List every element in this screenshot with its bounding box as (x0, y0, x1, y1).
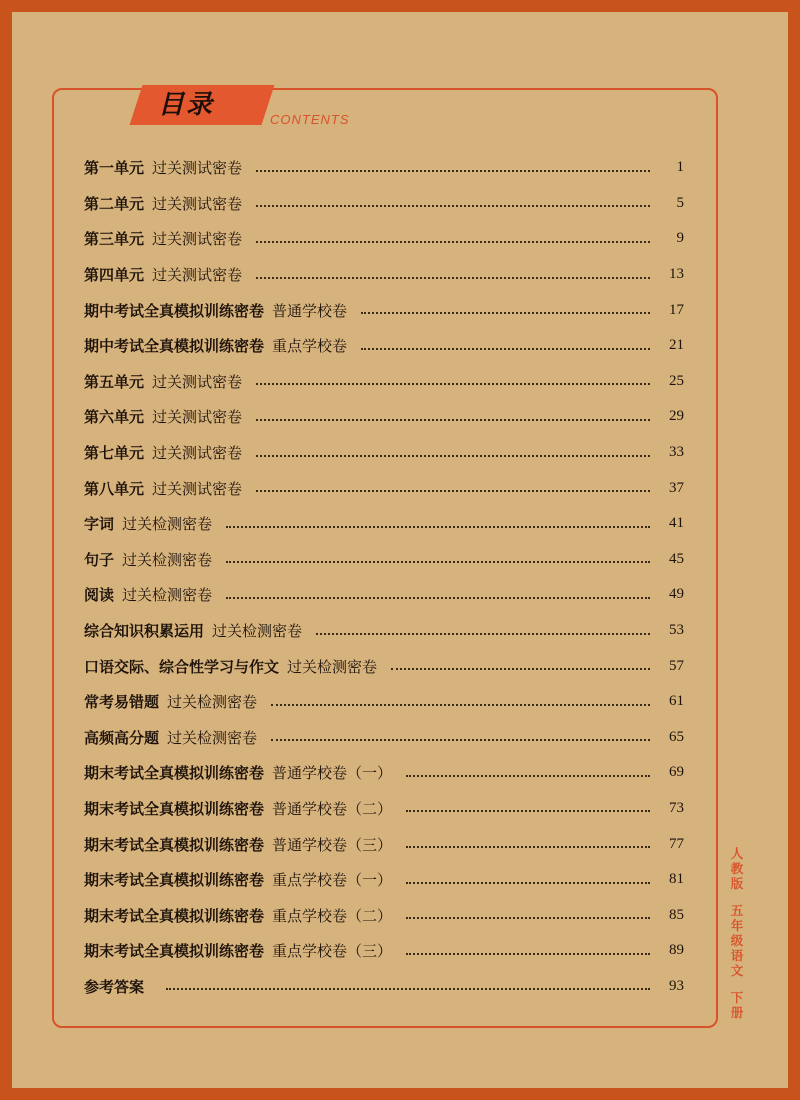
toc-entry-subtitle: 过关检测密卷 (287, 657, 378, 676)
toc-page-number: 89 (669, 942, 684, 959)
toc-page-number: 21 (669, 337, 684, 354)
toc-entry-title: 参考答案 (84, 977, 145, 996)
toc-entry[interactable] (84, 399, 684, 435)
toc-leader-dots (256, 455, 650, 457)
toc-entry-title: 期末考试全真模拟训练密卷 (84, 942, 265, 961)
toc-entry-subtitle: 过关测试密卷 (152, 159, 243, 178)
toc-entry-subtitle: 普通学校卷（一） (272, 764, 393, 783)
toc-entry-title: 第一单元 (84, 159, 145, 178)
toc-entry[interactable] (84, 791, 684, 827)
toc-entry-title: 第三单元 (84, 230, 145, 249)
toc-leader-dots (226, 526, 650, 528)
toc-entry[interactable] (84, 613, 684, 649)
toc-page-number: 65 (669, 728, 684, 745)
toc-entry-subtitle: 普通学校卷 (272, 301, 348, 320)
toc-entry-title: 口语交际、综合性学习与作文 (84, 657, 280, 676)
toc-entry[interactable] (84, 755, 684, 791)
toc-entry-subtitle: 过关测试密卷 (152, 266, 243, 285)
toc-entry[interactable] (84, 257, 684, 293)
toc-entry[interactable] (84, 933, 684, 969)
toc-page-number: 9 (676, 230, 684, 247)
toc-entry[interactable] (84, 364, 684, 400)
toc-entry-title: 第二单元 (84, 194, 145, 213)
side-label-volume: 下 册 (730, 990, 744, 1020)
toc-leader-dots (256, 277, 650, 279)
toc-entry-subtitle: 重点学校卷 (272, 337, 348, 356)
toc-entry-title: 期中考试全真模拟训练密卷 (84, 337, 265, 356)
toc-leader-dots (361, 312, 650, 314)
toc-leader-dots (256, 170, 650, 172)
toc-entry-subtitle: 过关测试密卷 (152, 444, 243, 463)
toc-entry-subtitle: 过关测试密卷 (152, 194, 243, 213)
side-label-edition: 人 教 版 (730, 846, 744, 891)
toc-entry[interactable] (84, 542, 684, 578)
toc-page-number: 85 (669, 906, 684, 923)
toc-entry-subtitle: 过关测试密卷 (152, 408, 243, 427)
toc-leader-dots (256, 383, 650, 385)
toc-page-number: 49 (669, 586, 684, 603)
toc-entry[interactable] (84, 720, 684, 756)
toc-entry-title: 第七单元 (84, 444, 145, 463)
toc-leader-dots (256, 419, 650, 421)
toc-page-number: 33 (669, 444, 684, 461)
toc-entry[interactable] (84, 150, 684, 186)
toc-entry-title: 常考易错题 (84, 693, 160, 712)
toc-entry[interactable] (84, 506, 684, 542)
toc-entry-title: 期末考试全真模拟训练密卷 (84, 764, 265, 783)
toc-page-number: 41 (669, 515, 684, 532)
toc-entry-title: 期末考试全真模拟训练密卷 (84, 871, 265, 890)
toc-leader-dots (316, 633, 650, 635)
toc-entry-subtitle: 普通学校卷（三） (272, 835, 393, 854)
page-title: 目录 (158, 90, 215, 120)
toc-leader-dots (361, 348, 650, 350)
toc-page-number: 93 (669, 977, 684, 994)
toc-entry-subtitle: 过关检测密卷 (167, 728, 258, 747)
toc-page-number: 69 (669, 764, 684, 781)
toc-leader-dots (226, 597, 650, 599)
toc-entry[interactable] (84, 648, 684, 684)
toc-entry-title: 高频高分题 (84, 728, 160, 747)
toc-entry[interactable] (84, 435, 684, 471)
toc-leader-dots (166, 988, 650, 990)
toc-entry-subtitle: 过关检测密卷 (167, 693, 258, 712)
toc-entry-subtitle: 过关测试密卷 (152, 479, 243, 498)
toc-entry-title: 第八单元 (84, 479, 145, 498)
toc-entry-subtitle: 过关检测密卷 (122, 586, 213, 605)
toc-entry-subtitle: 过关检测密卷 (122, 550, 213, 569)
toc-page-number: 53 (669, 622, 684, 639)
toc-leader-dots (406, 775, 650, 777)
toc-leader-dots (271, 704, 650, 706)
toc-entry-title: 第五单元 (84, 372, 145, 391)
page-subtitle: CONTENTS (270, 112, 350, 127)
toc-entry-subtitle: 过关测试密卷 (152, 230, 243, 249)
toc-entry-title: 期中考试全真模拟训练密卷 (84, 301, 265, 320)
toc-entry[interactable] (84, 186, 684, 222)
toc-entry-subtitle: 过关检测密卷 (212, 622, 303, 641)
toc-leader-dots (226, 561, 650, 563)
toc-page-number: 29 (669, 408, 684, 425)
table-of-contents (84, 150, 684, 1004)
toc-leader-dots (256, 490, 650, 492)
toc-entry-title: 期末考试全真模拟训练密卷 (84, 799, 265, 818)
toc-leader-dots (256, 205, 650, 207)
side-label (723, 846, 751, 1020)
toc-entry-subtitle: 过关检测密卷 (122, 515, 213, 534)
toc-leader-dots (271, 739, 650, 741)
toc-page-number: 13 (669, 266, 684, 283)
toc-entry[interactable] (84, 826, 684, 862)
toc-entry[interactable] (84, 221, 684, 257)
toc-entry-subtitle: 普通学校卷（二） (272, 799, 393, 818)
toc-entry[interactable] (84, 292, 684, 328)
toc-entry[interactable] (84, 969, 684, 1005)
toc-entry-title: 第四单元 (84, 266, 145, 285)
toc-entry-title: 期末考试全真模拟训练密卷 (84, 835, 265, 854)
toc-entry[interactable] (84, 862, 684, 898)
toc-leader-dots (391, 668, 650, 670)
toc-page-number: 25 (669, 372, 684, 389)
toc-leader-dots (406, 953, 650, 955)
toc-leader-dots (406, 810, 650, 812)
toc-entry-subtitle: 过关测试密卷 (152, 372, 243, 391)
toc-entry-title: 字词 (84, 515, 115, 534)
toc-page-number: 81 (669, 871, 684, 888)
toc-leader-dots (256, 241, 650, 243)
toc-entry-subtitle: 重点学校卷（三） (272, 942, 393, 961)
toc-page-number: 1 (676, 159, 684, 176)
toc-entry[interactable] (84, 577, 684, 613)
toc-entry-title: 第六单元 (84, 408, 145, 427)
toc-leader-dots (406, 882, 650, 884)
toc-entry[interactable] (84, 684, 684, 720)
toc-entry-subtitle: 重点学校卷（二） (272, 906, 393, 925)
toc-leader-dots (406, 846, 650, 848)
toc-page-number: 61 (669, 693, 684, 710)
toc-page-number: 77 (669, 835, 684, 852)
toc-entry[interactable] (84, 897, 684, 933)
toc-entry[interactable] (84, 470, 684, 506)
toc-page-number: 45 (669, 550, 684, 567)
toc-entry-subtitle: 重点学校卷（一） (272, 871, 393, 890)
toc-leader-dots (406, 917, 650, 919)
side-label-grade: 五 年 级 语 文 (730, 903, 744, 978)
toc-page-number: 17 (669, 301, 684, 318)
toc-page-number: 73 (669, 799, 684, 816)
toc-page-number: 5 (676, 194, 684, 211)
toc-page-number: 57 (669, 657, 684, 674)
toc-entry-title: 句子 (84, 550, 115, 569)
toc-entry-title: 阅读 (84, 586, 115, 605)
toc-entry-title: 综合知识积累运用 (84, 622, 205, 641)
toc-entry-title: 期末考试全真模拟训练密卷 (84, 906, 265, 925)
toc-entry[interactable] (84, 328, 684, 364)
toc-page-number: 37 (669, 479, 684, 496)
